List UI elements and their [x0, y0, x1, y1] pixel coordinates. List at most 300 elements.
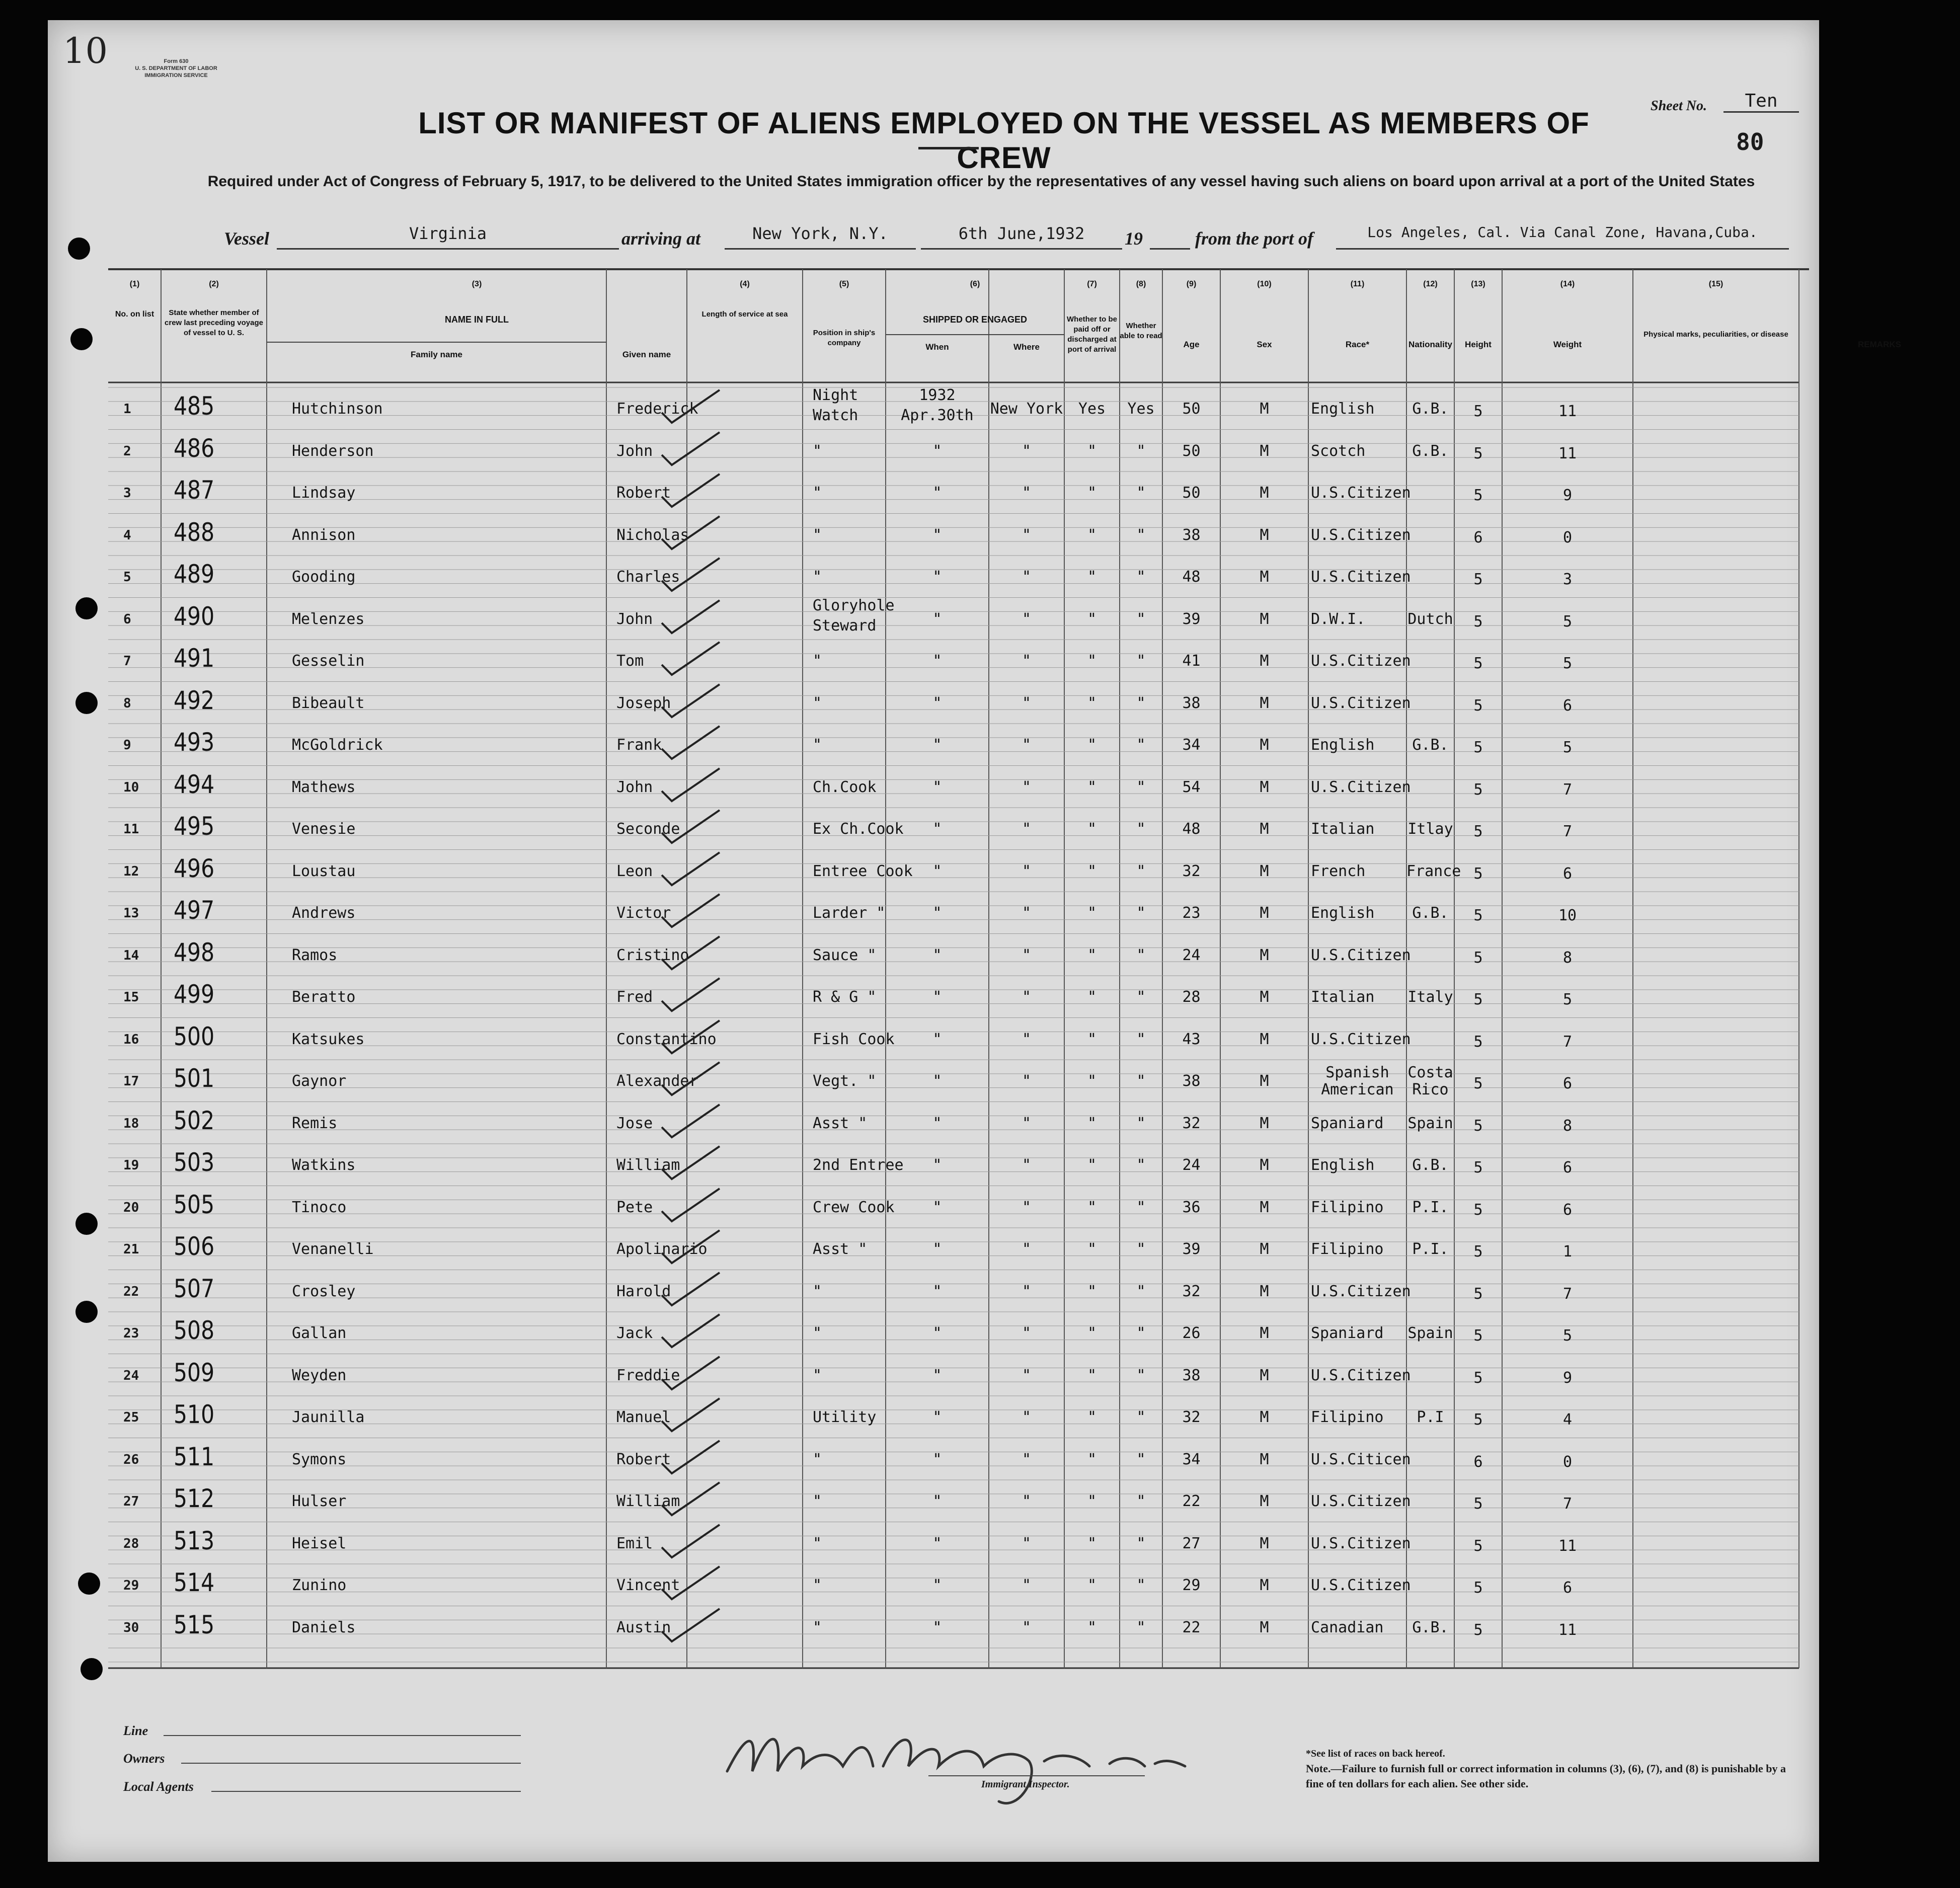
check-mark	[657, 1438, 727, 1478]
crew-list-id: 500	[174, 1021, 215, 1051]
position: Crew Cook	[813, 1198, 895, 1216]
able-to-read: "	[1136, 1156, 1146, 1174]
crew-list-id: 498	[174, 937, 215, 967]
paid-off: "	[1087, 568, 1097, 586]
paid-off: "	[1087, 484, 1097, 502]
check-mark	[657, 1312, 727, 1352]
given-name: Manuel	[616, 1408, 671, 1426]
position: "	[813, 1324, 822, 1342]
able-to-read: "	[1136, 526, 1146, 544]
given-name: Frederick	[616, 400, 698, 418]
position: "	[813, 652, 822, 670]
shipped-where: New York	[990, 400, 1063, 418]
sex: M	[1260, 1492, 1269, 1510]
weight: 6	[1562, 864, 1573, 883]
position-line: Night	[813, 386, 858, 404]
race-line: American	[1321, 1081, 1394, 1098]
binder-hole	[78, 1572, 100, 1595]
sex: M	[1260, 1156, 1269, 1174]
shipped-when: "	[932, 1114, 942, 1132]
shipped-when: "	[932, 1240, 942, 1258]
shipped-where: "	[1022, 568, 1032, 586]
paid-off: "	[1087, 1534, 1097, 1552]
check-mark	[657, 387, 727, 428]
inspector-line	[928, 1775, 1145, 1776]
header-no-on-list: No. on list	[115, 310, 154, 319]
sex: M	[1260, 526, 1269, 544]
agents-label: Local Agents	[123, 1779, 194, 1794]
crew-list-id: 495	[174, 812, 215, 841]
able-to-read: "	[1136, 1030, 1146, 1048]
weight: 11	[1558, 403, 1577, 420]
check-mark	[657, 1606, 727, 1646]
row-number: 16	[123, 1032, 139, 1047]
age: 43	[1182, 1030, 1201, 1048]
position: R & G "	[813, 988, 877, 1006]
given-name: Apolinario	[616, 1240, 708, 1258]
vessel-name: Virginia	[277, 224, 619, 250]
shipped-when: "	[932, 442, 942, 460]
header-able-to-read: Whether able to read	[1120, 322, 1162, 340]
paid-off: "	[1087, 1030, 1097, 1048]
position: Vegt. "	[813, 1072, 877, 1090]
race: U.S.Citizen	[1311, 1366, 1411, 1384]
row-number: 13	[123, 906, 139, 921]
header-weight: Weight	[1553, 340, 1582, 349]
age: 50	[1182, 400, 1201, 418]
given-name: Cristino	[616, 946, 689, 964]
shipped-where: "	[1022, 1156, 1032, 1174]
position: "	[813, 484, 822, 502]
shipped-where: "	[1022, 988, 1032, 1006]
family-name: Heisel	[292, 1534, 347, 1552]
header-where: Where	[1013, 342, 1040, 352]
height: 5	[1473, 1327, 1483, 1345]
row-number: 21	[123, 1242, 139, 1257]
family-name: Zunino	[292, 1577, 347, 1594]
position: "	[813, 568, 822, 586]
binder-hole	[70, 328, 93, 350]
position: "	[813, 1282, 822, 1300]
crew-list-id: 491	[174, 644, 215, 673]
height: 5	[1473, 991, 1483, 1008]
check-mark	[657, 1522, 727, 1562]
weight: 6	[1562, 1075, 1573, 1092]
able-to-read: "	[1136, 1492, 1146, 1510]
family-name: Jaunilla	[292, 1408, 365, 1426]
able-to-read: "	[1136, 820, 1146, 838]
given-name: Harold	[616, 1282, 671, 1300]
check-mark	[657, 1018, 727, 1058]
weight: 3	[1562, 571, 1573, 588]
family-name: Gooding	[292, 568, 356, 586]
able-to-read: "	[1136, 484, 1146, 502]
weight: 10	[1558, 907, 1577, 924]
check-mark	[657, 1144, 727, 1184]
row-number: 29	[123, 1578, 139, 1593]
shipped-where: "	[1022, 1114, 1032, 1132]
shipped-where: "	[1022, 442, 1032, 460]
given-name: Joseph	[616, 694, 671, 712]
height: 5	[1473, 1117, 1483, 1135]
column-number: (3)	[472, 280, 482, 288]
column-number: (13)	[1471, 280, 1485, 288]
race: D.W.I.	[1311, 610, 1366, 628]
age: 22	[1182, 1618, 1201, 1636]
able-to-read: "	[1136, 652, 1146, 670]
column-number: (7)	[1087, 280, 1097, 288]
paid-off: "	[1087, 904, 1097, 922]
position: "	[813, 1366, 822, 1384]
position: "	[813, 736, 822, 754]
nationality: G.B.	[1412, 442, 1449, 460]
race: English	[1311, 400, 1375, 418]
inspector-signature	[717, 1711, 1210, 1817]
sheet-label: Sheet No.	[1651, 98, 1707, 114]
column-number: (9)	[1186, 280, 1197, 288]
race: Filipino	[1311, 1240, 1384, 1258]
race: U.S.Citizen	[1311, 1534, 1411, 1552]
crew-list-id: 496	[174, 853, 215, 883]
page-title: LIST OR MANIFEST OF ALIENS EMPLOYED ON THE VESSEL AS MEMBERS OF CREW	[418, 106, 1590, 175]
family-name: Symons	[292, 1450, 347, 1468]
position: Larder "	[813, 904, 886, 922]
position: "	[813, 1492, 822, 1510]
able-to-read: "	[1136, 442, 1146, 460]
shipped-when: "	[932, 1030, 942, 1048]
age: 29	[1182, 1577, 1201, 1594]
paid-off: "	[1087, 1450, 1097, 1468]
row-number: 3	[123, 486, 131, 501]
paid-off: "	[1087, 988, 1097, 1006]
given-name: Robert	[616, 1450, 671, 1468]
check-mark	[657, 1354, 727, 1394]
position: Ch.Cook	[813, 778, 877, 796]
age: 50	[1182, 442, 1201, 460]
binder-hole	[81, 1658, 103, 1680]
row-number: 2	[123, 443, 131, 459]
nationality: Itlay	[1407, 820, 1453, 838]
sex: M	[1260, 1198, 1269, 1216]
family-name: Weyden	[292, 1366, 347, 1384]
shipped-year: 1932	[919, 386, 956, 404]
height: 5	[1473, 696, 1483, 715]
able-to-read: "	[1136, 1114, 1146, 1132]
paid-off: "	[1087, 1618, 1097, 1636]
height: 5	[1473, 1621, 1483, 1639]
header-length-of-service: Length of service at sea	[701, 310, 788, 319]
age: 32	[1182, 1408, 1201, 1426]
crew-list-id: 509	[174, 1358, 215, 1387]
height: 5	[1473, 949, 1483, 967]
shipped-when: "	[932, 946, 942, 964]
shipped-when: "	[932, 1282, 942, 1300]
paid-off: "	[1087, 1282, 1097, 1300]
shipped-when: "	[932, 862, 942, 880]
family-name: Hulser	[292, 1492, 347, 1510]
paid-off: "	[1087, 652, 1097, 670]
age: 54	[1182, 778, 1201, 796]
given-name: William	[616, 1492, 680, 1510]
header-age: Age	[1183, 340, 1200, 349]
shipped-where: "	[1022, 1492, 1032, 1510]
row-number: 17	[123, 1074, 139, 1089]
able-to-read: "	[1136, 1072, 1146, 1090]
check-mark	[657, 556, 727, 596]
shipped-when: "	[932, 652, 942, 670]
age: 41	[1182, 652, 1201, 670]
from-port: Los Angeles, Cal. Via Canal Zone, Havana,Cuba.	[1336, 224, 1789, 250]
paid-off: Yes	[1078, 400, 1106, 418]
paid-off: "	[1087, 736, 1097, 754]
crew-list-id: 511	[174, 1442, 215, 1471]
crew-list-id: 487	[174, 476, 215, 505]
row-number: 24	[123, 1368, 139, 1383]
race: U.S.Citizen	[1311, 526, 1411, 544]
given-name: Austin	[616, 1618, 671, 1636]
binder-hole	[75, 1301, 98, 1323]
shipped-where: "	[1022, 1240, 1032, 1258]
nationality: P.I	[1417, 1408, 1444, 1426]
height: 5	[1473, 487, 1483, 504]
height: 5	[1473, 823, 1483, 840]
height: 5	[1473, 1033, 1483, 1051]
height: 5	[1473, 444, 1483, 462]
binder-hole	[68, 238, 90, 260]
paid-off: "	[1087, 1072, 1097, 1090]
shipped-where: "	[1022, 1030, 1032, 1048]
header-name-in-full: NAME IN FULL	[445, 314, 509, 325]
age: 36	[1182, 1198, 1201, 1216]
position: Fish Cook	[813, 1030, 895, 1048]
weight: 11	[1558, 444, 1577, 462]
column-number: (8)	[1136, 280, 1146, 288]
column-number: (15)	[1708, 280, 1723, 288]
family-name: Lindsay	[292, 484, 356, 502]
check-mark	[657, 598, 727, 638]
age: 39	[1182, 1240, 1201, 1258]
family-name: Watkins	[292, 1156, 356, 1174]
sex: M	[1260, 568, 1269, 586]
shipped-when: Apr.30th	[901, 407, 974, 424]
race: Canadian	[1311, 1618, 1384, 1636]
age: 38	[1182, 694, 1201, 712]
shipped-where: "	[1022, 1577, 1032, 1594]
age: 24	[1182, 1156, 1201, 1174]
nationality: P.I.	[1412, 1240, 1449, 1258]
nationality-line: Costa	[1407, 1064, 1453, 1081]
family-name: Gesselin	[292, 652, 365, 670]
height: 5	[1473, 1075, 1483, 1092]
line-field	[164, 1735, 521, 1736]
position: 2nd Entree	[813, 1156, 904, 1174]
family-name: Gaynor	[292, 1072, 347, 1090]
vessel-label: Vessel	[224, 228, 269, 249]
row-number: 30	[123, 1620, 139, 1635]
weight: 7	[1562, 823, 1573, 840]
paid-off: "	[1087, 862, 1097, 880]
header-position: Position in ship's company	[813, 329, 876, 347]
race: Spaniard	[1311, 1324, 1384, 1342]
shipped-where: "	[1022, 1534, 1032, 1552]
sex: M	[1260, 610, 1269, 628]
weight: 8	[1562, 1117, 1573, 1135]
family-name: Katsukes	[292, 1030, 365, 1048]
shipped-when: "	[932, 1577, 942, 1594]
sex: M	[1260, 1030, 1269, 1048]
row-number: 1	[123, 402, 131, 417]
shipped-where: "	[1022, 820, 1032, 838]
crew-list-id: 489	[174, 560, 215, 589]
crew-list-id: 515	[174, 1610, 215, 1639]
races-note: *See list of races on back hereof.	[1306, 1748, 1445, 1759]
position-line: Gloryhole	[813, 596, 895, 614]
race: Italian	[1311, 988, 1375, 1006]
arriving-port: New York, N.Y.	[725, 224, 916, 250]
row-number: 12	[123, 863, 139, 879]
age: 39	[1182, 610, 1201, 628]
crew-list-id: 492	[174, 685, 215, 715]
family-name: Bibeault	[292, 694, 365, 712]
given-name: Vincent	[616, 1577, 680, 1594]
weight: 0	[1562, 528, 1573, 546]
shipped-where: "	[1022, 1366, 1032, 1384]
form-number: Form 630	[164, 58, 189, 64]
row-number: 28	[123, 1536, 139, 1551]
height: 5	[1473, 571, 1483, 588]
row-number: 23	[123, 1326, 139, 1341]
given-name: Jack	[616, 1324, 653, 1342]
check-mark	[657, 1270, 727, 1310]
family-name: Tinoco	[292, 1198, 347, 1216]
position: Entree Cook	[813, 862, 913, 880]
family-name: Melenzes	[292, 610, 365, 628]
nationality: France	[1406, 862, 1461, 880]
family-name: Daniels	[292, 1618, 356, 1636]
given-name: John	[616, 610, 653, 628]
weight: 9	[1562, 487, 1573, 504]
able-to-read: "	[1136, 946, 1146, 964]
nationality: Dutch	[1407, 610, 1453, 628]
race: French	[1311, 862, 1366, 880]
family-name: Ramos	[292, 946, 338, 964]
race: English	[1311, 904, 1375, 922]
race: Filipino	[1311, 1408, 1384, 1426]
check-mark	[657, 430, 727, 470]
height: 5	[1473, 1201, 1483, 1219]
crew-list-id: 505	[174, 1190, 215, 1219]
shipped-where: "	[1022, 610, 1032, 628]
family-name: Annison	[292, 526, 356, 544]
agents-field	[211, 1791, 521, 1792]
given-name: Seconde	[616, 820, 680, 838]
race: U.S.Citizen	[1311, 1577, 1411, 1594]
manifest-sheet	[48, 20, 1901, 1862]
crew-list-id: 485	[174, 391, 215, 421]
binder-hole	[75, 597, 98, 619]
weight: 9	[1562, 1369, 1573, 1387]
row-number: 19	[123, 1158, 139, 1173]
sex: M	[1260, 400, 1269, 418]
crew-list-id: 486	[174, 433, 215, 463]
check-mark	[657, 471, 727, 512]
position: "	[813, 1534, 822, 1552]
position: "	[813, 526, 822, 544]
height: 5	[1473, 1579, 1483, 1597]
position: Ex Ch.Cook	[813, 820, 904, 838]
nationality: G.B.	[1412, 400, 1449, 418]
given-name: Frank	[616, 736, 662, 754]
crew-list-id: 497	[174, 896, 215, 925]
header-race: Race*	[1345, 340, 1370, 349]
height: 5	[1473, 907, 1483, 924]
weight: 7	[1562, 780, 1573, 799]
line-label: Line	[123, 1723, 148, 1738]
family-name: Venanelli	[292, 1240, 374, 1258]
owners-field	[181, 1763, 521, 1764]
column-number: (14)	[1560, 280, 1575, 288]
able-to-read: "	[1136, 1534, 1146, 1552]
given-name: Constantino	[616, 1030, 717, 1048]
sex: M	[1260, 946, 1269, 964]
shipped-where: "	[1022, 946, 1032, 964]
shipped-when: "	[932, 1618, 942, 1636]
able-to-read: "	[1136, 610, 1146, 628]
weight: 11	[1558, 1537, 1577, 1555]
given-name: Victor	[616, 904, 671, 922]
race: Spaniard	[1311, 1114, 1384, 1132]
column-number: (12)	[1423, 280, 1438, 288]
header-shipped-or-engaged: SHIPPED OR ENGAGED	[922, 314, 1028, 325]
family-name: Mathews	[292, 778, 356, 796]
age: 32	[1182, 1114, 1201, 1132]
shipped-when: "	[932, 904, 942, 922]
nationality: P.I.	[1412, 1198, 1449, 1216]
shipped-when: "	[932, 988, 942, 1006]
paid-off: "	[1087, 778, 1097, 796]
age: 48	[1182, 568, 1201, 586]
sex: M	[1260, 652, 1269, 670]
race: U.S.Citizen	[1311, 652, 1411, 670]
given-name: William	[616, 1156, 680, 1174]
race: U.S.Citizen	[1311, 1492, 1411, 1510]
shipped-where: "	[1022, 526, 1032, 544]
given-name: Nicholas	[616, 526, 689, 544]
sex: M	[1260, 1366, 1269, 1384]
paid-off: "	[1087, 1324, 1097, 1342]
age: 27	[1182, 1534, 1201, 1552]
race: Filipino	[1311, 1198, 1384, 1216]
header-height: Height	[1465, 340, 1492, 349]
height: 5	[1473, 1369, 1483, 1387]
shipped-when: "	[932, 1492, 942, 1510]
race: U.S.Citizen	[1311, 568, 1411, 586]
shipped-when: "	[932, 526, 942, 544]
weight: 6	[1562, 1201, 1573, 1219]
check-mark	[657, 724, 727, 764]
shipped-when: "	[932, 1408, 942, 1426]
sex: M	[1260, 904, 1269, 922]
race: English	[1311, 736, 1375, 754]
shipped-where: "	[1022, 484, 1032, 502]
sex: M	[1260, 736, 1269, 754]
crew-list-id: 488	[174, 517, 215, 547]
row-number: 20	[123, 1200, 139, 1215]
family-name: Beratto	[292, 988, 356, 1006]
column-number: (5)	[839, 280, 849, 288]
check-mark	[657, 1396, 727, 1436]
crew-list-id: 508	[174, 1316, 215, 1345]
